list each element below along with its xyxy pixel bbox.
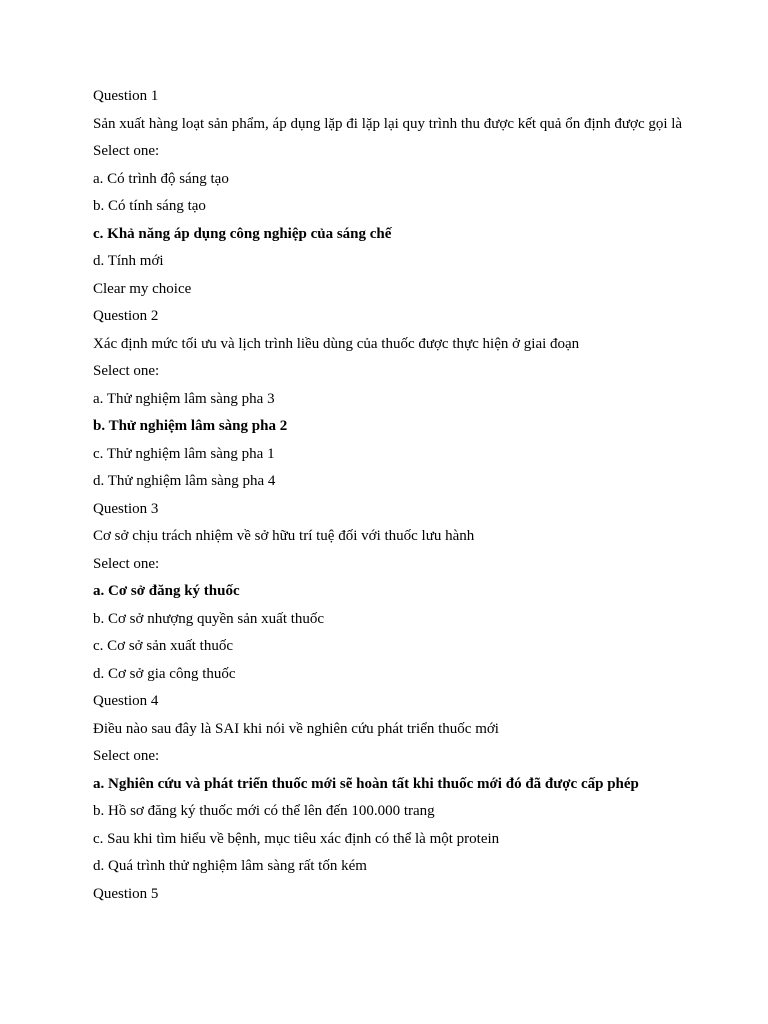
answer-option[interactable]: d. Quá trình thử nghiệm lâm sàng rất tốn kém xyxy=(93,858,367,874)
answer-option[interactable]: b. Hồ sơ đăng ký thuốc mới có thể lên đến 100.000 trang xyxy=(93,803,435,819)
question-prompt: Điều nào sau đây là SAI khi nói về nghiên cứu phát triển thuốc mới xyxy=(93,720,499,737)
question-heading: Question 5 xyxy=(93,885,159,902)
answer-option-selected[interactable]: a. Cơ sở đăng ký thuốc xyxy=(93,583,240,599)
answer-option[interactable]: b. Cơ sở nhượng quyền sản xuất thuốc xyxy=(93,610,325,627)
question-prompt: Sản xuất hàng loạt sản phẩm, áp dụng lặp đi lặp lại quy trình thu được kết quả ổn định được gọi là xyxy=(93,115,683,132)
question-heading: Question 2 xyxy=(93,308,159,324)
answer-option[interactable]: a. Thử nghiệm lâm sàng pha 3 xyxy=(93,390,275,407)
answer-option[interactable]: c. Sau khi tìm hiểu về bệnh, mục tiêu xác định có thể là một protein xyxy=(93,830,500,847)
select-one-label: Select one: xyxy=(93,363,160,379)
answer-option[interactable]: c. Thử nghiệm lâm sàng pha 1 xyxy=(93,445,275,462)
answer-option-selected[interactable]: b. Thử nghiệm lâm sàng pha 2 xyxy=(93,418,288,434)
answer-option[interactable]: d. Tính mới xyxy=(93,253,164,269)
document-body xyxy=(93,87,683,912)
answer-option[interactable]: a. Có trình độ sáng tạo xyxy=(93,170,229,187)
question-prompt: Cơ sở chịu trách nhiệm về sở hữu trí tuệ đối với thuốc lưu hành xyxy=(93,528,475,544)
answer-option[interactable]: d. Thử nghiệm lâm sàng pha 4 xyxy=(93,473,276,489)
answer-option[interactable]: c. Cơ sở sản xuất thuốc xyxy=(93,638,234,654)
select-one-label: Select one: xyxy=(93,555,160,572)
answer-option[interactable]: b. Có tính sáng tạo xyxy=(93,198,206,214)
question-prompt: Xác định mức tối ưu và lịch trình liều dùng của thuốc được thực hiện ở giai đoạn xyxy=(93,335,580,352)
answer-option[interactable]: d. Cơ sở gia công thuốc xyxy=(93,665,236,682)
question-heading: Question 3 xyxy=(93,500,159,517)
clear-choice-link[interactable]: Clear my choice xyxy=(93,280,192,297)
question-heading: Question 1 xyxy=(93,88,159,104)
answer-option-selected[interactable]: c. Khả năng áp dụng công nghiệp của sáng chế xyxy=(93,225,392,242)
answer-option-selected[interactable]: a. Nghiên cứu và phát triển thuốc mới sẽ hoàn tất khi thuốc mới đó đã được cấp phép xyxy=(93,775,639,792)
select-one-label: Select one: xyxy=(93,748,160,764)
select-one-label: Select one: xyxy=(93,143,160,159)
question-heading: Question 4 xyxy=(93,693,159,709)
